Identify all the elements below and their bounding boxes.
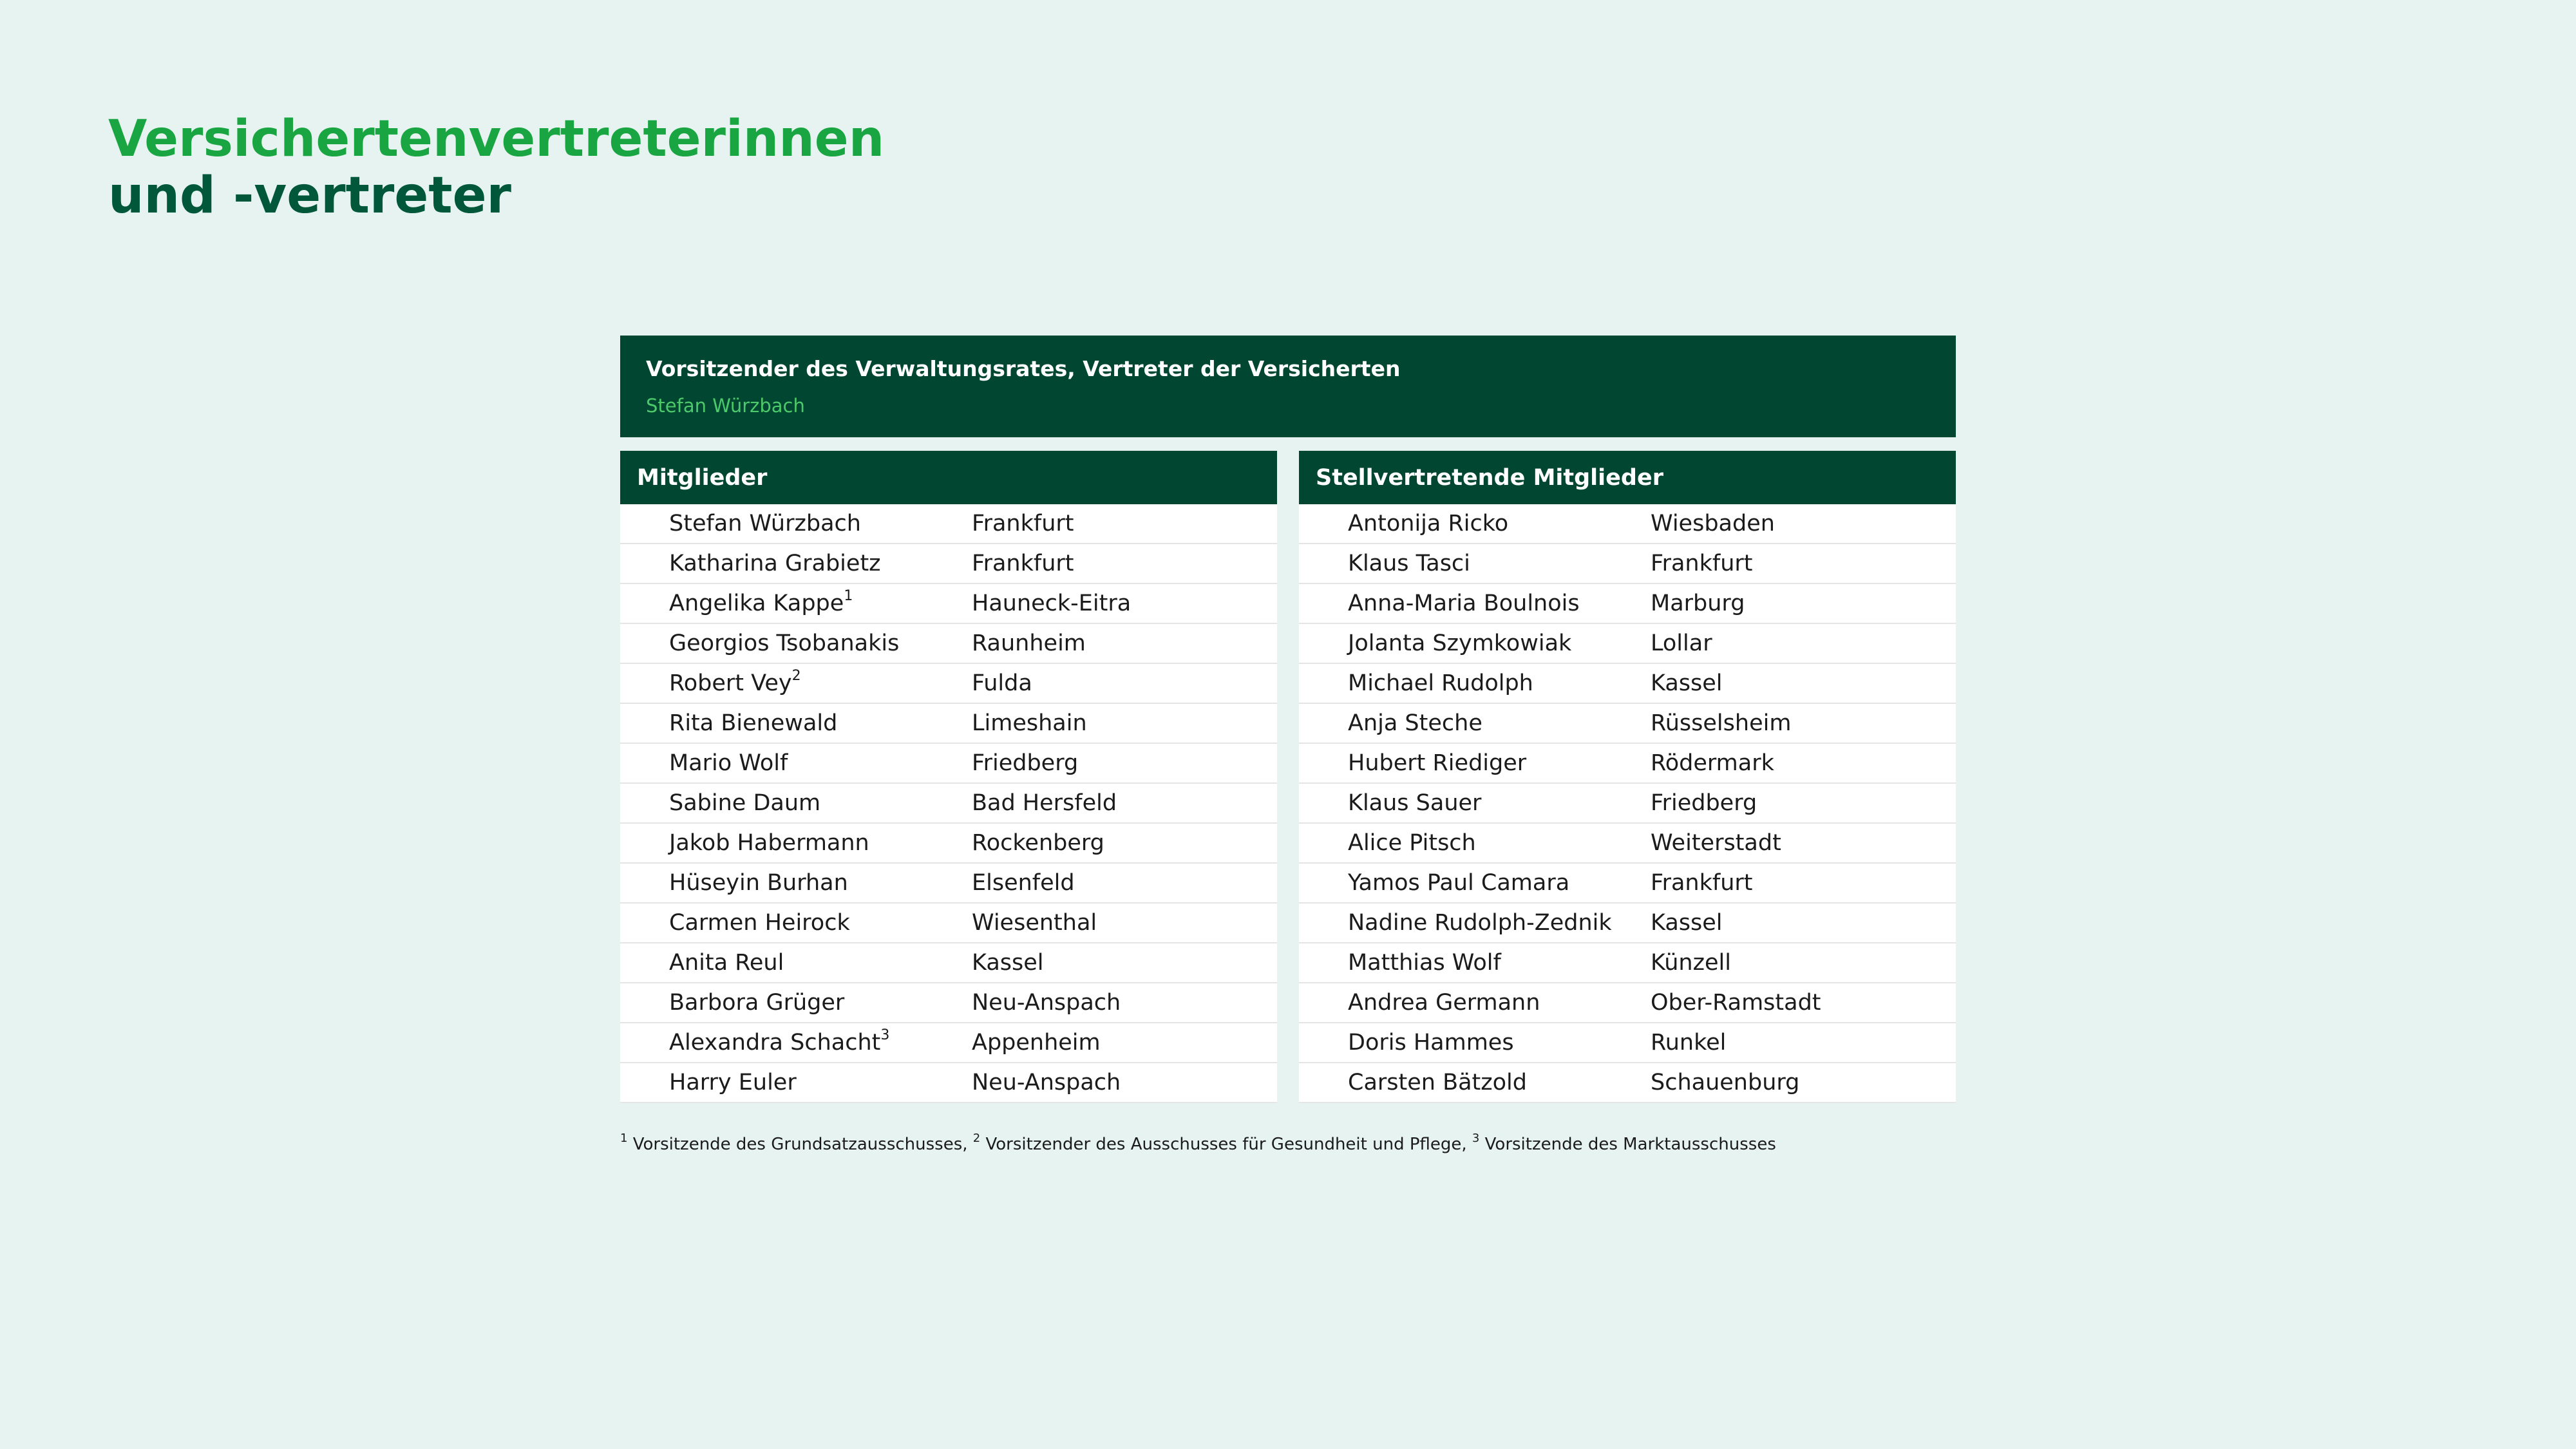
table-row [620,784,1277,824]
member-city: Marburg [1651,591,1745,616]
table-row [1299,943,1956,983]
footnote-number: 1 [620,1132,628,1145]
table-row [1299,983,1956,1023]
table-row [1299,624,1956,664]
member-name [620,870,972,896]
footnote-marker: 1 [844,588,853,604]
chair-box [620,336,1956,437]
member-name-text: Harry Euler [669,1070,797,1095]
footnote-number: 2 [972,1132,981,1145]
members-table [620,451,1277,1103]
member-name [1299,750,1651,776]
footnote-text: Vorsitzende des Marktausschusses [1479,1135,1776,1154]
table-row [1299,504,1956,544]
member-name-text: Anita Reul [669,950,784,976]
table-row [1299,664,1956,704]
table-row [1299,1023,1956,1063]
member-city: Rüsselsheim [1651,710,1792,736]
table-row [1299,584,1956,624]
member-name [1299,830,1651,856]
member-name [1299,591,1651,616]
table-row [1299,704,1956,744]
member-name [1299,511,1651,536]
member-name-text: Klaus Sauer [1348,790,1482,816]
member-name [620,511,972,536]
page-title-line-1: Versichertenvertreterinnen [108,110,885,168]
footnote-marker: 2 [791,668,801,684]
member-name [1299,950,1651,976]
member-name [620,790,972,816]
member-city: Schauenburg [1651,1070,1800,1095]
member-name [620,830,972,856]
table-row [620,1023,1277,1063]
member-name [1299,1030,1651,1056]
deputies-table [1299,451,1956,1103]
member-city: Runkel [1651,1030,1727,1056]
footnote-text: Vorsitzender des Ausschusses für Gesundheit und Pflege, [980,1135,1472,1154]
member-city: Appenheim [972,1030,1101,1056]
members-rows [620,504,1277,1103]
members-heading: Mitglieder [620,451,1277,504]
member-name [620,710,972,736]
member-name-text: Nadine Rudolph-Zednik [1348,910,1612,936]
table-row [1299,784,1956,824]
member-name-text: Sabine Daum [669,790,821,816]
member-name-text: Rita Bienewald [669,710,838,736]
member-city: Künzell [1651,950,1731,976]
member-city: Limeshain [972,710,1087,736]
member-name [1299,1070,1651,1095]
table-row [620,744,1277,784]
member-city: Ober-Ramstadt [1651,990,1821,1016]
member-name [620,910,972,936]
member-name [1299,910,1651,936]
member-city: Friedberg [1651,790,1757,816]
member-name-text: Klaus Tasci [1348,551,1470,576]
deputies-heading: Stellvertretende Mitglieder [1299,451,1956,504]
member-city: Frankfurt [1651,870,1753,896]
member-city: Hauneck-Eitra [972,591,1132,616]
member-name-text: Jakob Habermann [669,830,869,856]
member-name [620,750,972,776]
member-name-text: Carmen Heirock [669,910,850,936]
member-city: Kassel [1651,910,1723,936]
member-name [1299,790,1651,816]
member-name [620,1070,972,1095]
member-name [1299,670,1651,696]
table-row [1299,744,1956,784]
member-city: Frankfurt [972,551,1074,576]
table-row [1299,824,1956,864]
member-city: Weiterstadt [1651,830,1781,856]
member-name [620,1027,972,1056]
member-name [1299,870,1651,896]
table-row [620,904,1277,943]
member-name-text: Doris Hammes [1348,1030,1514,1056]
member-name [1299,630,1651,656]
member-city: Kassel [972,950,1044,976]
member-name-text: Robert Vey [669,670,792,696]
member-name-text: Matthias Wolf [1348,950,1501,976]
member-city: Rockenberg [972,830,1104,856]
member-city: Friedberg [972,750,1079,776]
member-city: Neu-Anspach [972,1070,1121,1095]
page-title-line-2: und -vertreter [108,167,511,225]
member-name-text: Andrea Germann [1348,990,1540,1016]
deputies-rows [1299,504,1956,1103]
member-name-text: Barbora Grüger [669,990,845,1016]
footnote-number: 3 [1472,1132,1480,1145]
member-city: Frankfurt [972,511,1074,536]
member-city: Bad Hersfeld [972,790,1117,816]
table-row [620,504,1277,544]
member-name-text: Carsten Bätzold [1348,1070,1527,1095]
member-name-text: Alice Pitsch [1348,830,1476,856]
member-name [620,990,972,1016]
table-row [1299,904,1956,943]
member-name-text: Yamos Paul Camara [1348,870,1570,896]
member-name-text: Alexandra Schacht [669,1030,881,1056]
table-row [1299,864,1956,904]
table-row [620,624,1277,664]
table-row [620,704,1277,744]
member-name [620,630,972,656]
member-city: Kassel [1651,670,1723,696]
member-name-text: Hüseyin Burhan [669,870,848,896]
member-name-text: Michael Rudolph [1348,670,1533,696]
member-name-text: Hubert Riediger [1348,750,1527,776]
member-name-text: Angelika Kappe [669,591,844,616]
table-row [620,544,1277,584]
member-name-text: Stefan Würzbach [669,511,861,536]
member-name [620,950,972,976]
table-row [620,983,1277,1023]
member-name [620,670,972,696]
table-row [620,664,1277,704]
member-name-text: Georgios Tsobanakis [669,630,900,656]
member-city: Neu-Anspach [972,990,1121,1016]
member-name-text: Katharina Grabietz [669,551,881,576]
table-row [620,1063,1277,1103]
member-name-text: Anja Steche [1348,710,1482,736]
member-name-text: Anna-Maria Boulnois [1348,591,1580,616]
member-name-text: Mario Wolf [669,750,788,776]
member-city: Wiesbaden [1651,511,1775,536]
member-city: Raunheim [972,630,1086,656]
chair-name: Stefan Würzbach [646,395,805,417]
member-city: Rödermark [1651,750,1774,776]
footnote-text: Vorsitzende des Grundsatzausschusses, [627,1135,973,1154]
member-city: Lollar [1651,630,1712,656]
member-name-text: Antonija Ricko [1348,511,1509,536]
member-name [1299,710,1651,736]
footnotes [620,1132,1776,1154]
table-row [620,584,1277,624]
member-city: Frankfurt [1651,551,1753,576]
table-row [620,824,1277,864]
table-row [620,943,1277,983]
footnote-marker: 3 [880,1027,890,1043]
member-city: Wiesenthal [972,910,1097,936]
table-row [1299,1063,1956,1103]
member-name [1299,551,1651,576]
member-city: Elsenfeld [972,870,1075,896]
page-title [108,111,884,224]
member-name [620,588,972,616]
table-row [620,864,1277,904]
member-name [1299,990,1651,1016]
member-name-text: Jolanta Szymkowiak [1348,630,1572,656]
chair-heading: Vorsitzender des Verwaltungsrates, Vertreter der Versicherten [646,356,1401,381]
member-city: Fulda [972,670,1032,696]
member-name [620,551,972,576]
table-row [1299,544,1956,584]
